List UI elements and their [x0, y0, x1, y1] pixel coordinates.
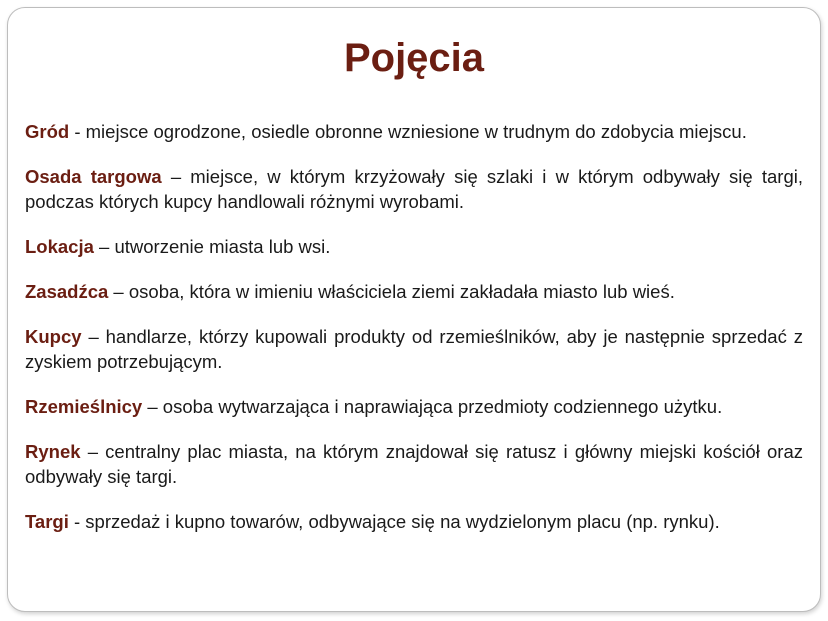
definitions-list [25, 119, 803, 554]
definition-rynek [25, 439, 803, 489]
definition-lokacja [25, 234, 803, 259]
definition-term: Rzemieślnicy [25, 396, 143, 417]
definition-term: Targi [25, 511, 69, 532]
slide-title: Pojęcia [343, 36, 485, 80]
definition-term: Rynek [25, 441, 81, 462]
definition-text: – miejsce, w którym krzyżowały się szlaki i w którym odbywały się targi, podczas których kupcy handlowali różnymi wyrobami. [25, 166, 803, 212]
definition-text: – utworzenie miasta lub wsi. [93, 236, 331, 257]
definition-grod [25, 119, 803, 144]
definition-zasadzca [25, 279, 803, 304]
definition-text: – osoba wytwarzająca i naprawiająca przedmioty codziennego użytku. [142, 396, 723, 417]
definition-term: Zasadźca [25, 281, 109, 302]
definition-text: - miejsce ogrodzone, osiedle obronne wzniesione w trudnym do zdobycia miejscu. [69, 121, 747, 142]
definition-text: - sprzedaż i kupno towarów, odbywające się na wydzielonym placu (np. rynku). [68, 511, 720, 532]
definition-term: Osada targowa [25, 166, 162, 187]
definition-term: Lokacja [25, 236, 94, 257]
definition-term: Gród [25, 121, 70, 142]
definition-text: – osoba, która w imieniu właściciela ziemi zakładała miasto lub wieś. [108, 281, 675, 302]
definition-targi [25, 509, 803, 534]
definition-term: Kupcy [25, 326, 82, 347]
definition-kupcy [25, 324, 803, 374]
definition-rzemieslnicy [25, 394, 803, 419]
definition-text: – handlarze, którzy kupowali produkty od rzemieślników, aby je następnie sprzedać z zyskiem potrzebującym. [25, 326, 803, 372]
definition-text: – centralny plac miasta, na którym znajdował się ratusz i główny miejski kościół oraz odbywały się targi. [25, 441, 803, 487]
definition-osada-targowa [25, 164, 803, 214]
